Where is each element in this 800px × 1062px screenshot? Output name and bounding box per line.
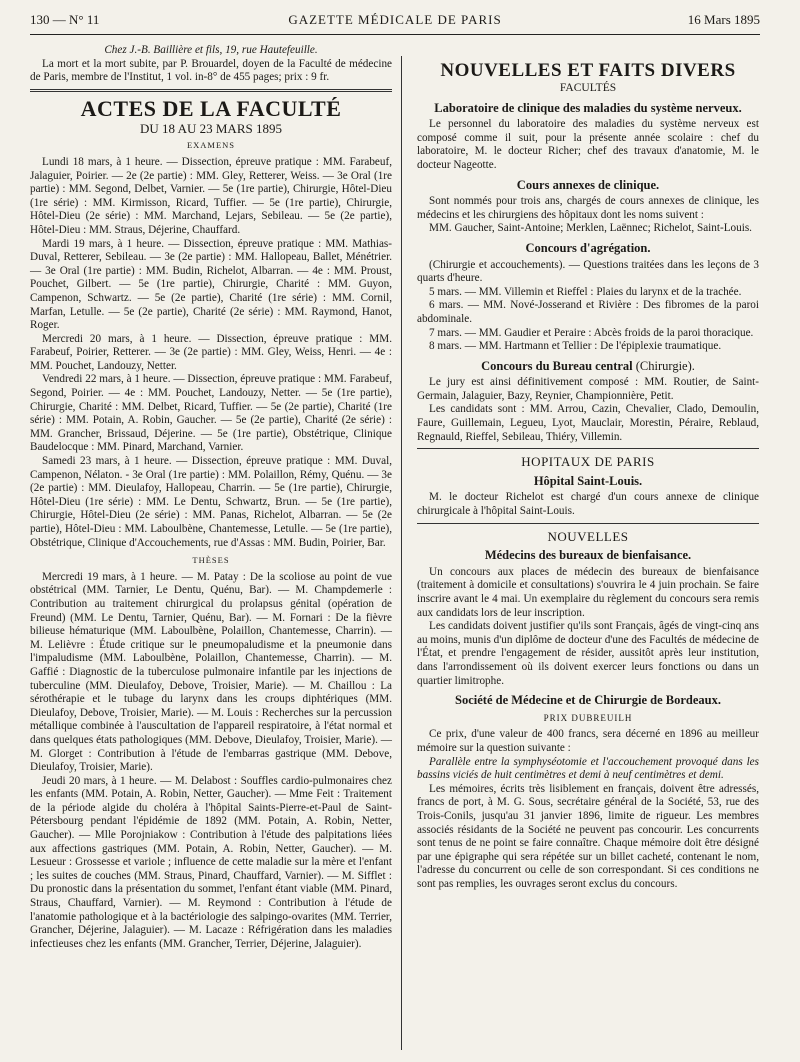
examens-heading: EXAMENS (186, 140, 236, 151)
theses-thursday: Jeudi 20 mars, à 1 heure. — M. Delabost : Souffles cardio-pulmonaires chez les enfants (MM. Potain, A. Robin, Netter, Gaucher). — Mme Feit : Traitement de la période algide du choléra à l'hôpital Saints-Pierre-et-Paul de Saint-Pétersbourg pendant l'épidémie de 1892 (MM. Potain, A. Robin, Netter, Gaucher). — Mlle Porojniakow : Contribution à l'étude des palpitations liées aux affections gastriques (MM. Potain, A. Robin, Netter, Gaucher). — M. Lesueur : Grossesse et variole ; influence de cette maladie sur la mère et l'enfant ; les suites de couches (MM. Straus, Pinard, Chauffard, Varnier). — M. Sifflet : Du pronostic dans la présentation du sommet, l'enfant étant viable (MM. Pinard, Straus, Chauffard, Varnier). — M. Reymond : Contribution à l'étude de l'anatomie pathologique et à la bactériologie des salpingo-ovarites (MM. Terrier, Grancher, Déjerine, Jalaguier). — M. Lacaze : Réfrigération dans les maladies infectieuses chez les enfants (MM. Grancher, Terrier, Déjerine, Jalaguier). (30, 774, 392, 950)
lab-heading: Laboratoire de clinique des maladies du système nerveux. (434, 100, 742, 115)
bureau-candidates: Les candidats sont : MM. Arrou, Cazin, Chevalier, Clado, Demoulin, Faure, Guillemain, Legueu, Lyot, Mauclair, Morestin, Péraire, Reblaud, Regnauld, Rieffel, Sebileau, Thiéry, Villemin. (417, 403, 759, 443)
section-rule (30, 89, 392, 92)
prix-conditions: Les mémoires, écrits très lisiblement en français, doivent être adressés, francs de port, à M. G. Sous, secrétaire général de la Société, 53, rue des Trois-Conils, jusqu'au 31 janvier 1896, limite de rigueur. Les membres associés résidants de la Société ne peuvent pas concourir. Les concurrents sont tenus de ne point se faire connaître. Chaque mémoire doit être désigné par une épigraphe qui sera répétée sur un billet cacheté, contenant le nom, l'adresse du concurrent ou celle de son correspondant. Si ces conditions ne sont pas remplies, les ouvrages seront exclus du concours. (417, 782, 759, 890)
bienfaisance-text-1: Un concours aux places de médecin des bureaux de bienfaisance (traitement à domicile et consultations) s'ouvrira le 4 juin prochain. Se faire inscrire avant le 4 mai. Un exemplaire du règlement du concours sera remis aux candidats lors de leur inscription. (417, 565, 759, 619)
book-notice: La mort et la mort subite, par P. Brouardel, doyen de la Faculté de médecine de Paris, membre de l'Institut, 1 vol. in-8° de 455 pages; prix : 9 fr. (30, 57, 392, 84)
bienfaisance-heading: Médecins des bureaux de bienfaisance. (484, 548, 692, 563)
bordeaux-heading: Société de Médecine et de Chirurgie de Bordeaux. (455, 693, 721, 708)
agregation-5-mars: 5 mars. — MM. Villemin et Rieffel : Plaies du larynx et de la trachée. (429, 285, 742, 298)
column-divider (401, 56, 402, 1050)
exam-tuesday: Mardi 19 mars, à 1 heure. — Dissection, épreuve pratique : MM. Mathias-Duval, Retterer, Sebileau. — 3e (2e partie) : MM. Hallopeau, Ballet, Ménétrier. — 3e Oral (1re partie) : MM. Budin, Richelot, Albarran. — 4e : MM. Proust, Pouchet, Gilbert. — 5e (1re partie), Chirurgie, Charité : MM. Guyon, Campenon, Schwartz. — 5e (2e partie), Charité (1re série) : MM. Cornil, Marfan, Letulle. — 5e (2e partie), Charité (2e série) : MM. Raymond, Hanot, Roger. (30, 237, 392, 332)
divider (417, 448, 759, 449)
header-rule (30, 34, 760, 35)
agregation-6-mars: 6 mars. — MM. Nové-Josserand et Rivière : Des fibromes de la paroi abdominale. (417, 299, 759, 325)
bureau-heading (417, 360, 759, 374)
agregation-8-mars: 8 mars. — MM. Hartmann et Tellier : De l'épiplexie traumatique. (429, 340, 722, 353)
facultes-heading: FACULTÉS (559, 82, 617, 94)
page-header (30, 12, 760, 30)
prix-text: Ce prix, d'une valeur de 400 francs, sera décerné en 1896 au meilleur mémoire sur la question suivante : (417, 728, 759, 754)
issue-date: 16 Mars 1895 (687, 12, 760, 27)
theses-wednesday: Mercredi 19 mars, à 1 heure. — M. Patay : De la scoliose au point de vue obstétrical (MM. Tarnier, Le Dentu, Quénu, Bar). — M. Champdemerle : Contribution au traitement chirurgical du prolapsus génital (opération de Freund) (MM. Le Dentu, Tarnier, Quénu, Bar). — M. Fornari : De la fièvre bilieuse hématurique (MM. Laboulbène, Polaillon, Chantemesse, Charrin). — M. Lelièvre : Étude critique sur le pneumopaludisme et la pneumonie dans l'impaludisme (MM. Laboulbène, Polaillon, Chantemesse, Charrin). — M. Gaffié : Diagnostic de la tuberculose pulmonaire infantile par les injections de tuberculine (MM. Dieulafoy, Debove, Troisier, Marie). — M. Chaillou : La sérothérapie et le tubage du larynx dans les croups diphtériques (MM. Dieulafoy, Debove, Troisier, Marie). — M. Louis : Recherches sur la percussion métallique combinée à l'auscultation de l'appareil respiratoire, à l'état normal et dans quelques états pathologiques (MM. Debove, Dieulafoy, Troisier, Marie). — M. Glorget : Contribution à l'étude de l'embarras gastrique (MM. Debove, Dieulafoy, Troisier, Marie). (30, 570, 392, 774)
section-title-actes: ACTES DE LA FACULTÉ (80, 95, 342, 121)
agregation-7-mars: 7 mars. — MM. Gaudier et Peraire : Abcès froids de la paroi thoracique. (429, 326, 754, 339)
cours-text: Sont nommés pour trois ans, chargés de cours annexes de clinique, les médecins et les chirurgiens des hôpitaux dont les noms suivent : (417, 195, 759, 221)
section-title-nouvelles: NOUVELLES ET FAITS DIVERS (440, 60, 736, 81)
saint-louis-heading: Hôpital Saint-Louis. (533, 473, 643, 488)
cours-heading: Cours annexes de clinique. (516, 177, 660, 192)
exam-saturday: Samedi 23 mars, à 1 heure. — Dissection, épreuve pratique : MM. Duval, Campenon, Nélaton. - 3e Oral (1re partie) : MM. Polaillon, Rémy, Quénu. — 3e (2e partie) : MM. Dieulafoy, Hallopeau, Charrin. — 5e (1re partie), Chirurgie, Hôtel-Dieu (1re série) : MM. Le Dentu, Schwartz, Brun. — 5e (1re partie), Chirurgie, Hôtel-Dieu (2e série) : MM. Panas, Richelot, Albarran. — 5e (2e partie), Hôtel-Dieu : MM. Laboulbène, Chantemesse, Letulle. — 5e (1re partie), Obstétrique, Clinique d'Accouchements, rue d'Assas : MM. Budin, Poirier, Bar. (30, 455, 392, 549)
left-column (30, 44, 392, 951)
prix-question: Parallèle entre la symphyséotomie et l'accouchement provoqué dans les bassins viciés de huit centimètres et demi à neuf centimètres et demi. (417, 755, 759, 782)
agregation-intro: (Chirurgie et accouchements). — Questions traitées dans les leçons de 3 quarts d'heure. (417, 258, 759, 285)
bureau-heading-sub: (Chirurgie). (632, 358, 695, 373)
saint-louis-text: M. le docteur Richelot est chargé d'un cours annexe de clinique chirurgicale à l'hôpital Saint-Louis. (417, 491, 759, 518)
journal-title: GAZETTE MÉDICALE DE PARIS (288, 12, 502, 27)
hopitaux-heading: HOPITAUX DE PARIS (521, 454, 655, 470)
exam-monday: Lundi 18 mars, à 1 heure. — Dissection, épreuve pratique : MM. Farabeuf, Jalaguier, Poirier. — 2e (2e partie) : MM. Gley, Retterer, Weiss. — 3e Oral (1re partie) : MM. Segond, Delbet, Varnier. — 5e (1re partie), Chirurgie, Hôtel-Dieu (1re série) : MM. Kirmisson, Ricard, Tuffier. — 5e (1re partie), Chirurgie, Hôtel-Dieu (2e série) : MM. Marchand, Lejars, Sebileau. — 5e (2e partie), Hôtel-Dieu : MM. Straus, Déjerine, Chauffard. (30, 155, 392, 236)
lab-text: Le personnel du laboratoire des maladies du système nerveux est composé comme il suit, pour la présente année scolaire : chef du laboratoire, M. le docteur Richer; chef des travaux d'anatomie, M. le docteur Nageotte. (417, 118, 759, 171)
exam-wednesday: Mercredi 20 mars, à 1 heure. — Dissection, épreuve pratique : MM. Farabeuf, Poirier, Retterer. — 3e (2e partie) : MM. Gley, Weiss, Henri. — 4e : MM. Pouchet, Landouzy, Netter. (30, 332, 392, 372)
agregation-heading: Concours d'agrégation. (525, 240, 651, 255)
exam-friday: Vendredi 22 mars, à 1 heure. — Dissection, épreuve pratique : MM. Farabeuf, Segond, Poirier. — 4e : MM. Pouchet, Landouzy, Netter. — 5e (1re partie), Chirurgie, Charité : MM. Delbet, Ricard, Tuffier. — 5e (2e partie), Charité (1re série) : MM. Potain, A. Robin, Gaucher. — 5e (2e partie), Charité (2e série) : MM. Grancher, Brissaud, Déjerine. — 5e (1re partie), Obstétrique, Clinique Baudelocque : MM. Pinard, Marchand, Varnier. (30, 373, 392, 454)
bureau-jury: Le jury est ainsi définitivement composé : MM. Routier, de Saint-Germain, Jalaguier, Bazy, Reynier, Championnière, Petit. (417, 376, 759, 402)
bienfaisance-text-2: Les candidats doivent justifier qu'ils sont Français, âgés de vingt-cinq ans au moins, munis d'un diplôme de docteur d'une des Facultés de médecine de l'État, et prendre l'engagement de résider, aussitôt après leur institution, dans l'arrondissement où ils doivent exercer leurs fonctions ou dans un quartier limitrophe. (417, 620, 759, 687)
right-column (417, 60, 759, 891)
divider (417, 523, 759, 524)
page-number: 130 — N° 11 (30, 12, 100, 27)
cours-names: MM. Gaucher, Saint-Antoine; Merklen, Laënnec; Richelot, Saint-Louis. (429, 222, 752, 235)
publisher-line: Chez J.-B. Baillière et fils, 19, rue Hautefeuille. (104, 44, 318, 56)
prix-heading: PRIX DUBREUILH (543, 712, 633, 723)
section-dates: DU 18 AU 23 MARS 1895 (140, 120, 282, 136)
nouvelles-heading: NOUVELLES (547, 528, 629, 544)
bureau-heading-main: Concours du Bureau central (481, 358, 633, 373)
theses-heading: THÈSES (192, 555, 230, 566)
